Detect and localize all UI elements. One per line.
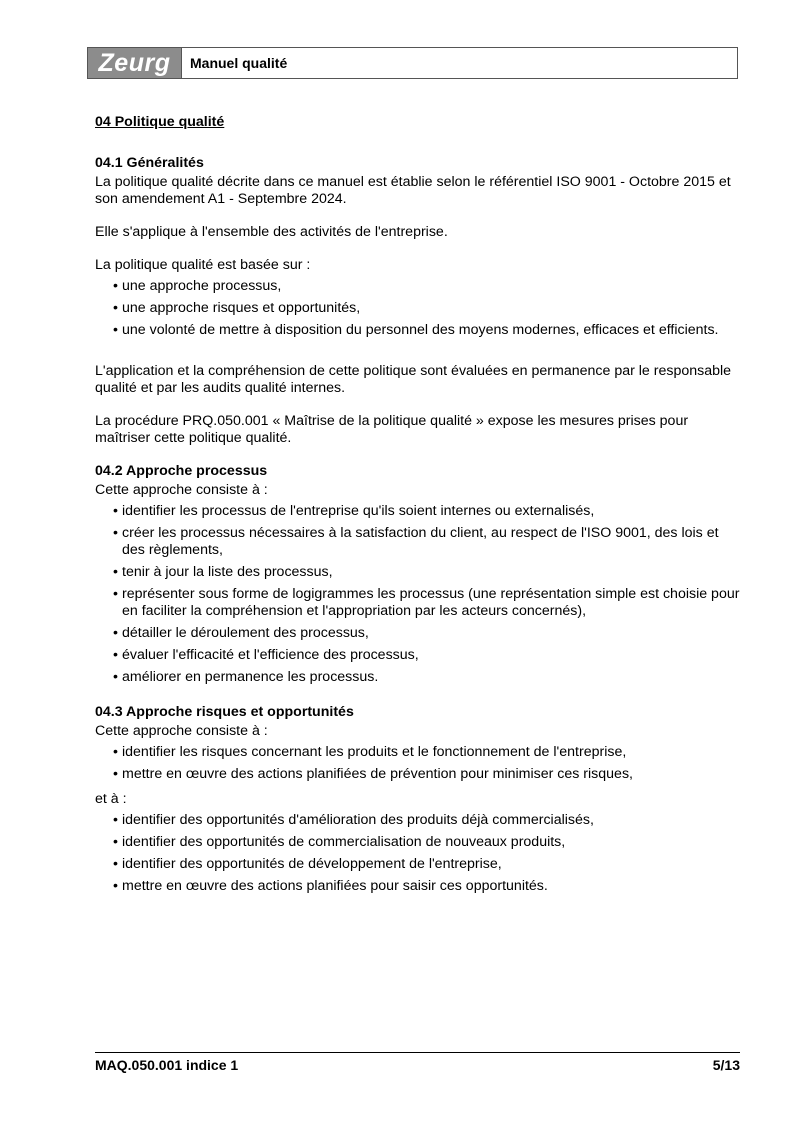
company-logo: Zeurg xyxy=(88,48,182,78)
paragraph: Cette approche consiste à : xyxy=(95,482,268,498)
chapter-heading: 04 Politique qualité xyxy=(95,114,225,130)
bullet-list xyxy=(95,278,740,339)
paragraph: La politique qualité est basée sur : xyxy=(95,257,311,273)
list-item: • identifier les risques concernant les produits et le fonctionnement de l'entreprise, xyxy=(113,744,740,761)
list-item: • mettre en œuvre des actions planifiées de prévention pour minimiser ces risques, xyxy=(113,766,740,783)
list-item: • identifier des opportunités de commercialisation de nouveaux produits, xyxy=(113,834,740,851)
paragraph: L'application et la compréhension de cette politique sont évaluées en permanence par le responsable qualité et par les audits qualité internes. xyxy=(95,363,732,396)
bullet-list xyxy=(95,503,740,686)
section-heading-risques-opportunites: 04.3 Approche risques et opportunités xyxy=(95,704,354,720)
list-item: • détailler le déroulement des processus, xyxy=(113,625,740,642)
list-item: • tenir à jour la liste des processus, xyxy=(113,564,740,581)
document-footer xyxy=(95,1052,740,1073)
paragraph: La politique qualité décrite dans ce manuel est établie selon le référentiel ISO 9001 - Octobre 2015 et son amendement A1 - Septembre 2024. xyxy=(95,174,731,207)
list-item: • identifier les processus de l'entreprise qu'ils soient internes ou externalisés, xyxy=(113,503,740,520)
list-item: • améliorer en permanence les processus. xyxy=(113,669,740,686)
list-item: • mettre en œuvre des actions planifiées pour saisir ces opportunités. xyxy=(113,878,740,895)
paragraph: Elle s'applique à l'ensemble des activités de l'entreprise. xyxy=(95,224,448,240)
bullet-list xyxy=(95,812,740,895)
document-header xyxy=(87,47,738,79)
list-item: • créer les processus nécessaires à la satisfaction du client, au respect de l'ISO 9001, des lois et des règlements, xyxy=(113,525,740,559)
list-item: • identifier des opportunités d'amélioration des produits déjà commercialisés, xyxy=(113,812,740,829)
list-item: • identifier des opportunités de développement de l'entreprise, xyxy=(113,856,740,873)
page-number: 5/13 xyxy=(712,1057,740,1073)
list-item: • une approche processus, xyxy=(113,278,740,295)
section-heading-approche-processus: 04.2 Approche processus xyxy=(95,463,268,479)
bullet-list xyxy=(95,744,740,783)
document-body xyxy=(95,114,740,911)
paragraph: et à : xyxy=(95,791,127,807)
list-item: • évaluer l'efficacité et l'efficience des processus, xyxy=(113,647,740,664)
paragraph: La procédure PRQ.050.001 « Maîtrise de la politique qualité » expose les mesures prises pour maîtriser cette politique qualité. xyxy=(95,413,689,446)
list-item: • représenter sous forme de logigrammes les processus (une représentation simple est choisie pour en faciliter la compréhension et l'appropriation par les acteurs concernés), xyxy=(113,586,740,620)
list-item: • une volonté de mettre à disposition du personnel des moyens modernes, efficaces et efficients. xyxy=(113,322,740,339)
document-title: Manuel qualité xyxy=(190,55,288,71)
list-item: • une approche risques et opportunités, xyxy=(113,300,740,317)
paragraph: Cette approche consiste à : xyxy=(95,723,268,739)
document-reference: MAQ.050.001 indice 1 xyxy=(95,1057,239,1073)
section-heading-generalites: 04.1 Généralités xyxy=(95,155,204,171)
